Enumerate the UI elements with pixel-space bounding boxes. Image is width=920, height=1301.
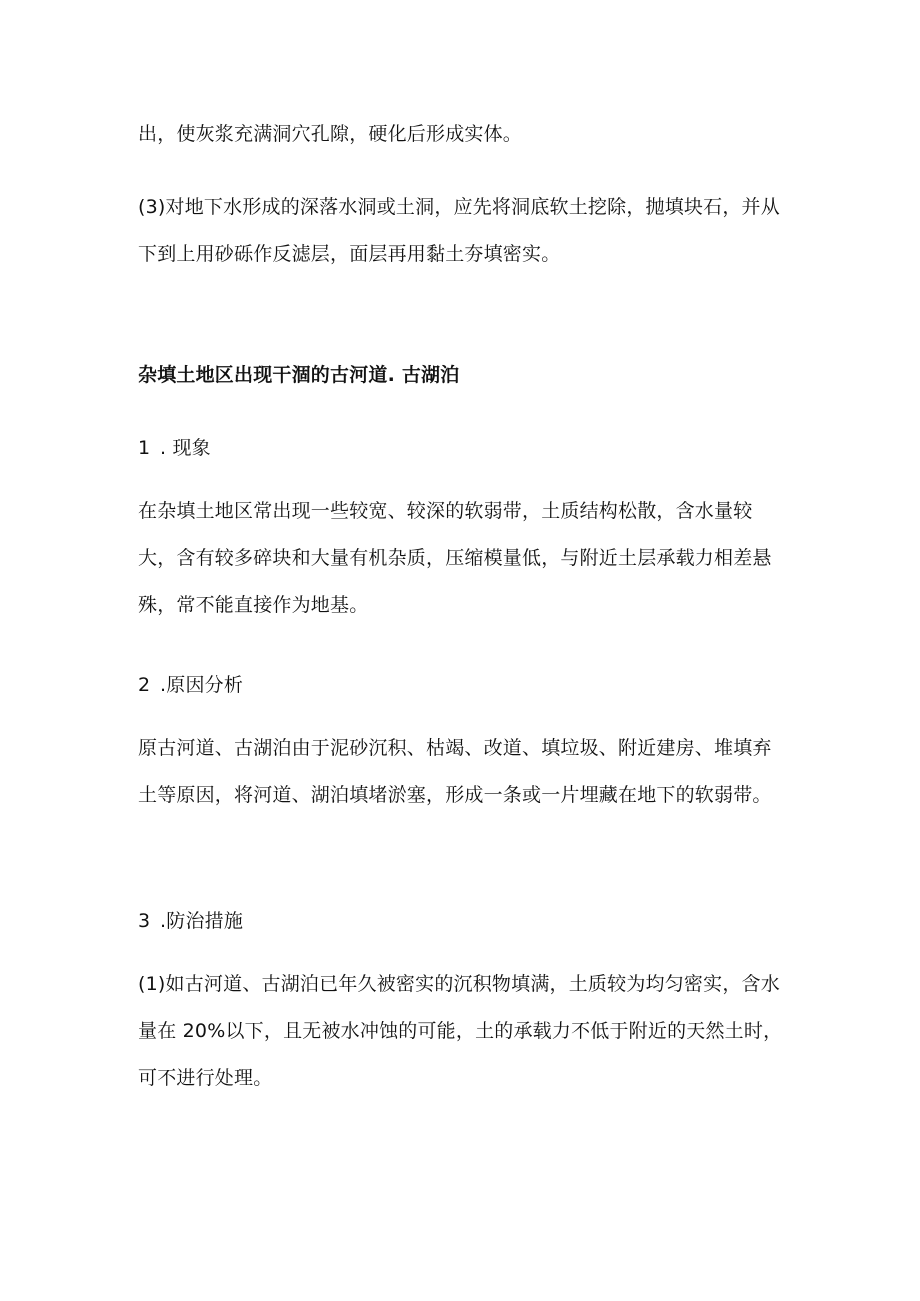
paragraph-continuation: 出，使灰浆充满洞穴孔隙，硬化后形成实体。 (138, 123, 523, 145)
heading-phenomenon (138, 425, 788, 472)
section-title: 杂填土地区出现干涸的古河道. 古湖泊 (138, 364, 460, 386)
heading-cause-analysis (138, 662, 788, 709)
heading-text: . 现象 (160, 437, 211, 459)
heading-number: 1 (138, 437, 151, 459)
heading-text: .防治措施 (160, 910, 244, 932)
heading-text: .原因分析 (160, 674, 244, 696)
paragraph-measure-1: (1)如古河道、古湖泊已年久被密实的沉积物填满，土质较为均匀密实，含水量在 20%以下，且无被水冲蚀的可能，土的承载力不低于附近的天然土时，可不进行处理。 (138, 973, 783, 1089)
heading-number: 2 (138, 674, 151, 696)
paragraph-phenomenon: 在杂填土地区常出现一些较宽、较深的软弱带，土质结构松散，含水量较大，含有较多碎块和大量有机杂质，压缩模量低，与附近土层承载力相差悬殊，常不能直接作为地基。 (138, 500, 772, 616)
paragraph-cause: 原古河道、古湖泊由于泥砂沉积、枯竭、改道、填垃圾、附近建房、堆填弃土等原因，将河道、湖泊填堵淤塞，形成一条或一片埋藏在地下的软弱带。 (138, 737, 772, 806)
paragraph-measure-3: (3)对地下水形成的深落水洞或土洞，应先将洞底软土挖除，抛填块石，并从下到上用砂砾作反滤层，面层再用黏土夯填密实。 (138, 196, 780, 265)
heading-number: 3 (138, 910, 151, 932)
heading-prevention-measures (138, 898, 788, 945)
